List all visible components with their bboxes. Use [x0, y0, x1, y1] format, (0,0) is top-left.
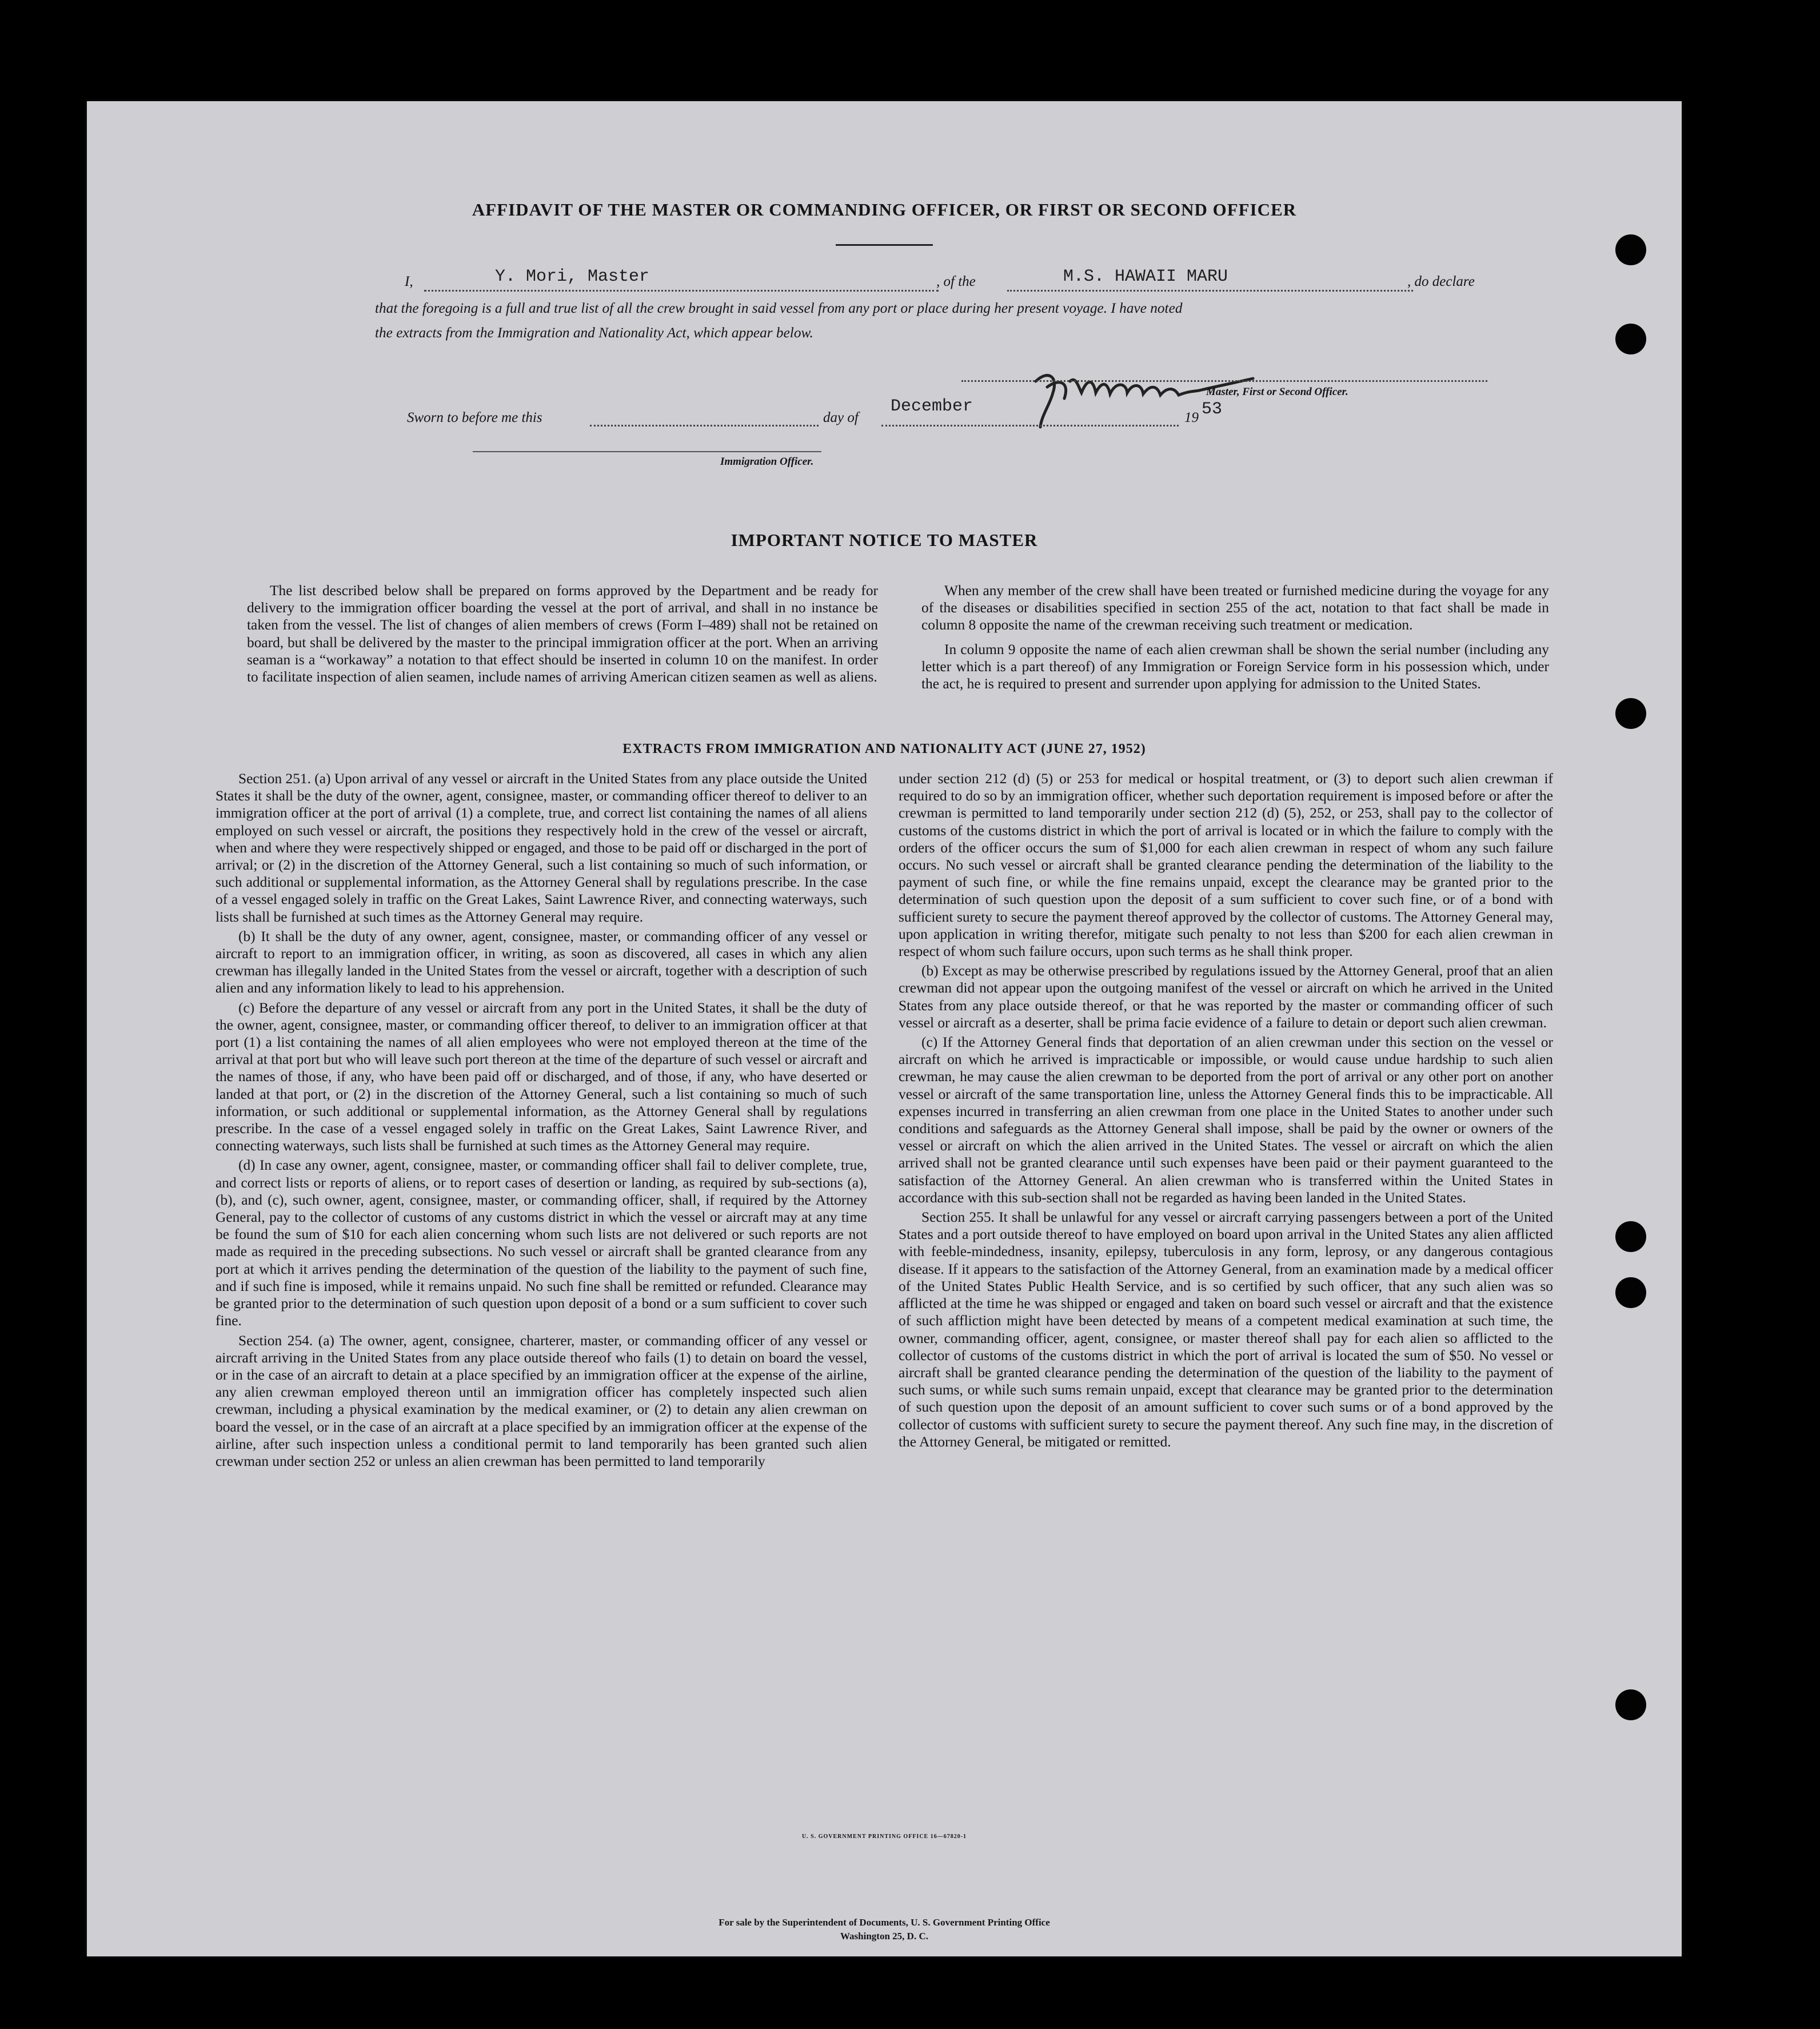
title-divider	[836, 244, 933, 246]
notice-left-column	[247, 582, 878, 685]
section-254-c: (c) If the Attorney General finds that deportation of an alien crewman under this section on the vessel or aircraft on which he arrived is impracticable or impossible, or would cause undue hardship to such alien crewman, he may cause the alien crewman to be deported from the port of arrival or any other port on another vessel or aircraft of the same transportation line, unless the Attorney General finds this to be impracticable. All expenses incurred in transferring an alien crewman from one place in the United States to another under such conditions and safeguards as the Attorney General shall impose, shall be paid by the owner or owners of the vessel or aircraft on which the alien arrived in the United States. The vessel or aircraft on which the alien arrived shall not be granted clearance until such expenses have been paid or their payment guaranteed to the satisfaction of the Attorney General. An alien crewman who is transferred within the United States in accordance with this sub-section shall not be regarded as having been landed in the United States.	[899, 1034, 1553, 1206]
notice-right-paragraph-1: When any member of the crew shall have been treated or furnished medicine during the voyage for any of the diseases or disabilities specified in section 255 of the act, notation to that fact shall be made in column 8 opposite the name of the crewman receiving such treatment or medication.	[921, 583, 1549, 633]
vessel-dotted-line	[1007, 290, 1413, 292]
officer-caption: Immigration Officer.	[720, 456, 814, 468]
vessel-name-value: M.S. HAWAII MARU	[1063, 267, 1228, 286]
extracts-right-column	[899, 770, 1553, 1450]
binder-hole	[1615, 1689, 1646, 1720]
notice-right-column	[921, 582, 1549, 692]
section-254-b: (b) Except as may be otherwise prescribed by regulations issued by the Attorney General, proof that an alien crewman did not appear upon the outgoing manifest of the vessel or aircraft on which he arrived in the United States from any place outside thereof, or that he was reported by the master or commanding officer of such vessel or aircraft as a deserter, shall be prima facie evidence of a failure to detain or deport such alien crewman.	[899, 963, 1553, 1031]
binder-hole	[1615, 324, 1646, 354]
binder-hole	[1615, 234, 1646, 265]
declaration-line-1: that the foregoing is a full and true list of all the crew brought in said vessel from any port or place during her present voyage. I have noted	[375, 300, 1183, 316]
extracts-left-column	[215, 770, 867, 1470]
section-254-a-continued: under section 212 (d) (5) or 253 for medical or hospital treatment, or (3) to deport such alien crewman if required to do so by an immigration officer, whether such deportation requirement is imposed before or after the crewman is permitted to land temporarily under section 212 (d) (5), 252, or 253, shall pay to the collector of customs of the customs district in which the port of arrival is located or in which the failure to comply with the orders of the officer occurs the sum of $1,000 for each alien crewman in respect of whom any such failure occurs. No such vessel or aircraft shall be granted clearance pending the determination of the liability to the payment of such fine, or while the fine remains unpaid, except the clearance may be granted prior to the determination of such question upon the deposit of a sum sufficient to cover such fine, or of a bond with sufficient surety to secure the payment thereof approved by the collector of customs. The Attorney General may, upon application in writing therefor, mitigate such penalty to not less than $200 for each alien crewman in respect of whom such failure occurs, upon such terms as he shall think proper.	[899, 771, 1553, 960]
affidavit-title: AFFIDAVIT OF THE MASTER OR COMMANDING OFFICER, OR FIRST OR SECOND OFFICER	[472, 200, 1297, 220]
master-name-value: Y. Mori, Master	[495, 267, 650, 286]
extracts-title: EXTRACTS FROM IMMIGRATION AND NATIONALITY ACT (JUNE 27, 1952)	[622, 742, 1146, 756]
sworn-day-dotted-line	[590, 425, 819, 426]
gpo-line: U. S. GOVERNMENT PRINTING OFFICE 16—67820-1	[801, 1833, 967, 1840]
binder-hole	[1615, 1277, 1646, 1308]
section-251-b: (b) It shall be the duty of any owner, agent, consignee, master, or commanding officer of any vessel or aircraft to report to an immigration officer, in writing, as soon as discovered, all cases in which any alien crewman has illegally landed in the United States from the vessel or aircraft, together with a description of such alien and any information likely to lead to his apprehension.	[215, 928, 867, 996]
notice-right-paragraph-2: In column 9 opposite the name of each alien crewman shall be shown the serial number (including any letter which is a part thereof) of any Immigration or Foreign Service form in his possession which, under the act, he is required to present and surrender upon applying for admission to the United States.	[921, 641, 1549, 692]
year-prefix: 19	[1184, 410, 1199, 425]
section-251-c: (c) Before the departure of any vessel or aircraft from any port in the United States, it shall be the duty of the owner, agent, consignee, master, or commanding officer thereof, to deliver to an immigration officer at that port (1) a list containing the names of all alien employees who were not employed thereon at the time of the arrival at that port but who will leave such port thereon at the time of the departure of such vessel or aircraft and the names of those, if any, who have been paid off or discharged, and of those, if any, who have deserted or landed at that port, or (2) in the discretion of the Attorney General, such a list containing so much of such information, or such additional or supplemental information, as the Attorney General shall by regulations prescribe. In the case of a vessel engaged solely in traffic on the Great Lakes, Saint Lawrence River, and connecting waterways, such lists shall be furnished at such times as the Attorney General may require.	[215, 999, 867, 1154]
name-dotted-line	[424, 290, 939, 292]
year-value: 53	[1202, 400, 1223, 419]
officer-signature-line	[473, 451, 821, 452]
notice-title: IMPORTANT NOTICE TO MASTER	[731, 530, 1038, 550]
pronoun-label: I,	[405, 274, 413, 289]
section-254-a: Section 254. (a) The owner, agent, consignee, charterer, master, or commanding officer of any vessel or aircraft arriving in the United States from any place outside thereof who fails (1) to detain on board the vessel, or in the case of an aircraft to detain at a place specified by an immigration officer at the expense of the airline, any alien crewman employed thereon until an immigration officer has completely inspected such alien crewman, including a physical examination by the medical examiner, or (2) to detain any alien crewman on board the vessel, or in the case of an aircraft at a place specified by an immigration officer at the expense of the airline, after such inspection unless a conditional permit to land temporarily has been granted such alien crewman under section 252 or unless an alien crewman has been permitted to land temporarily	[215, 1332, 867, 1469]
section-251-a: Section 251. (a) Upon arrival of any vessel or aircraft in the United States from any place outside the United States it shall be the duty of the owner, agent, consignee, master, or commanding officer thereof to deliver to an immigration officer at the port of arrival (1) a complete, true, and correct list containing the names of all aliens employed on such vessel or aircraft, the positions they respectively hold in the crew of the vessel or aircraft, when and where they were respectively shipped or engaged, and those to be paid off or discharged in the port of arrival; or (2) in the discretion of the Attorney General, such a list containing so much of such information, or such additional or supplemental information, as the Attorney General shall by regulations prescribe. In the case of a vessel engaged solely in traffic on the Great Lakes, Saint Lawrence River, and connecting waterways, such lists shall be furnished at such times as the Attorney General may require.	[215, 771, 867, 925]
master-caption: Master, First or Second Officer.	[1206, 386, 1348, 398]
sale-line: For sale by the Superintendent of Documents, U. S. Government Printing Office	[719, 1917, 1050, 1928]
of-the-label: , of the	[936, 274, 976, 289]
sworn-label: Sworn to before me this	[407, 410, 542, 425]
binder-hole	[1615, 698, 1646, 729]
day-of-label: day of	[823, 410, 859, 425]
declaration-line-2: the extracts from the Immigration and Nationality Act, which appear below.	[375, 325, 813, 341]
month-dotted-line	[881, 425, 1179, 426]
document-page	[87, 101, 1682, 1956]
signature-dotted-line	[961, 380, 1487, 382]
notice-left-paragraph: The list described below shall be prepared on forms approved by the Department and be ready for delivery to the immigration officer boarding the vessel at the port of arrival, and shall in no instance be taken from the vessel. The list of changes of alien members of crews (Form I–489) shall not be retained on board, but shall be delivered by the master to the principal immigration officer at the port. When an arriving seaman is a “workaway” a notation to that effect should be inserted in column 10 on the manifest. In order to facilitate inspection of alien seamen, include names of arriving American citizen seamen as well as aliens.	[247, 583, 878, 685]
section-255: Section 255. It shall be unlawful for any vessel or aircraft carrying passengers between a port of the United States and a port outside thereof to have employed on board upon arrival in the United States any alien afflicted with feeble-mindedness, insanity, epilepsy, tuberculosis in any form, leprosy, or any dangerous contagious disease. If it appears to the satisfaction of the Attorney General, from an examination made by a medical officer of the United States Public Health Service, and is so certified by such officer, that any such alien was so afflicted at the time he was shipped or engaged and taken on board such vessel or aircraft and that the existence of such affliction might have been detected by means of a competent medical examination at such time, the owner, commanding officer, agent, consignee, or master thereof shall pay for each alien so afflicted to the collector of customs of the customs district in which the port of arrival is located the sum of $50. No vessel or aircraft shall be granted clearance pending the determination of the question of the liability to the payment of such sums, or while such sums remain unpaid, except that clearance may be granted prior to the determination of such question upon the deposit of an amount sufficient to cover such sums or of a bond approved by the collector of customs with sufficient surety to secure the payment thereof. Any such fine may, in the discretion of the Attorney General, be mitigated or remitted.	[899, 1209, 1553, 1450]
address-line: Washington 25, D. C.	[840, 1931, 928, 1942]
binder-hole	[1615, 1221, 1646, 1252]
month-value: December	[891, 397, 973, 416]
section-251-d: (d) In case any owner, agent, consignee, master, or commanding officer shall fail to deliver complete, true, and correct lists or reports of aliens, or to report cases of desertion or landing, as required by sub-sections (a), (b), and (c), such owner, agent, consignee, master, or commanding officer, shall, if required by the Attorney General, pay to the collector of customs of any customs district in which the vessel or aircraft may at any time be found the sum of $10 for each alien concerning whom such lists are not delivered or such reports are not made as required in the preceding subsections. No such vessel or aircraft shall be granted clearance from any port at which it arrives pending the determination of the question of the liability to the payment of such fine, and if such fine is imposed, while it remains unpaid. No such fine shall be remitted or refunded. Clearance may be granted prior to the determination of such question upon deposit of a bond or a sum sufficient to cover such fine.	[215, 1157, 867, 1329]
do-declare-label: , do declare	[1407, 274, 1475, 289]
